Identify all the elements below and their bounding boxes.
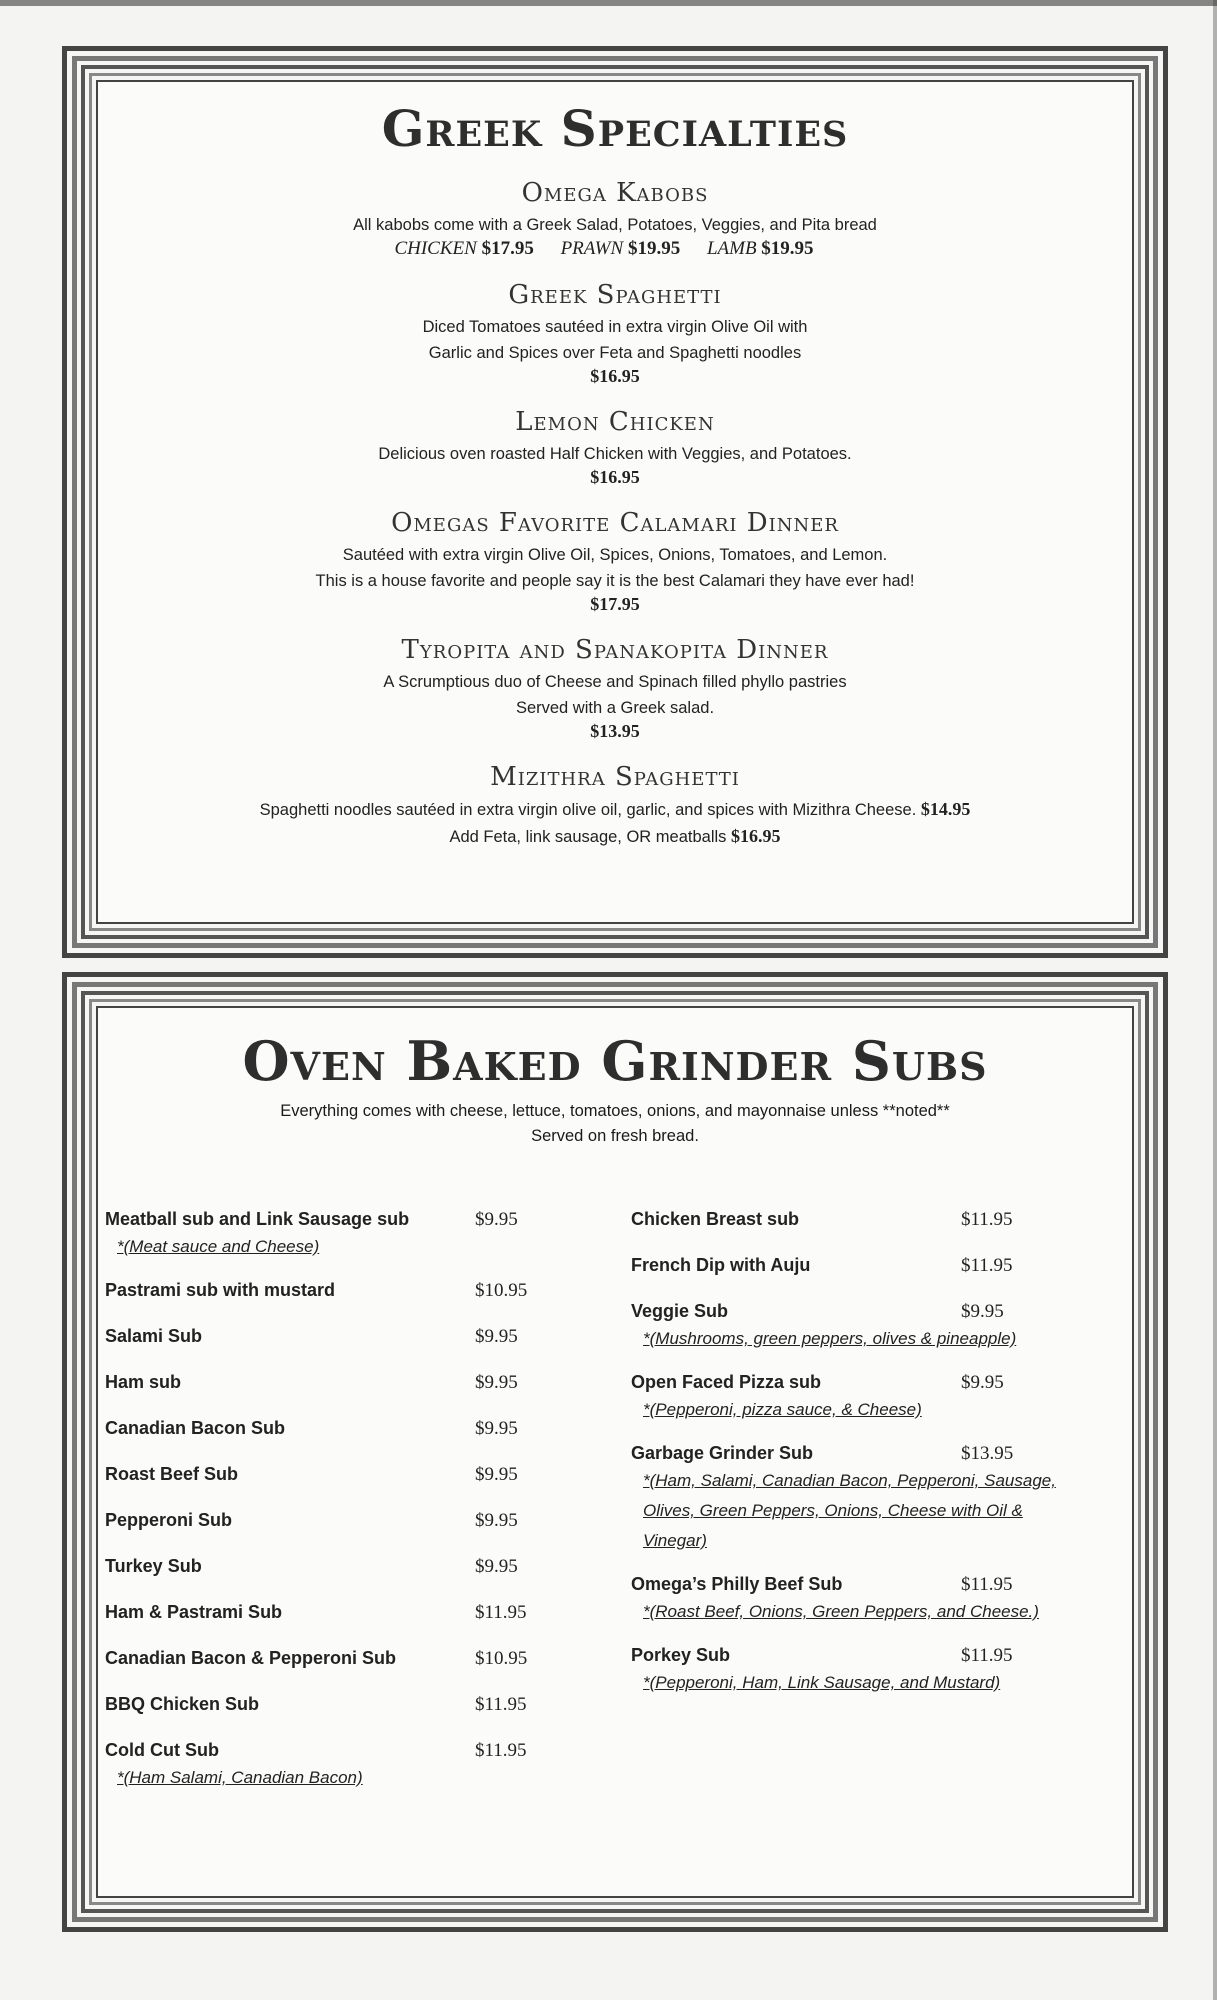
sub-price: $11.95: [961, 1574, 1013, 1595]
sub-price: $10.95: [475, 1280, 528, 1301]
sub-note: *(Mushrooms, green peppers, olives & pineapple): [643, 1329, 1017, 1348]
menu-item-greek-spaghetti: [99, 280, 1131, 387]
menu-item-lemon-chicken: [99, 407, 1131, 488]
subs-left-column: [105, 1209, 585, 1811]
dish-name: Omega Kabobs: [521, 178, 709, 208]
list-item: [631, 1255, 1121, 1301]
option-price: $17.95: [481, 238, 534, 259]
sub-name: Ham & Pastrami Sub: [105, 1602, 283, 1622]
sub-name: Garbage Grinder Sub: [631, 1443, 814, 1463]
dish-description: This is a house favorite and people say it is the best Calamari they have ever had!: [315, 572, 915, 590]
sub-price: $11.95: [961, 1209, 1013, 1230]
sub-name: Pepperoni Sub: [105, 1510, 233, 1530]
list-item: [105, 1418, 585, 1464]
sub-name: Porkey Sub: [631, 1645, 731, 1665]
list-item: [631, 1443, 1121, 1556]
dish-price: $13.95: [590, 721, 640, 741]
grinder-subs-title: Oven Baked Grinder Subs: [242, 1029, 988, 1093]
sub-name: BBQ Chicken Sub: [105, 1694, 260, 1714]
sub-note: *(Pepperoni, Ham, Link Sausage, and Mustard): [643, 1673, 1001, 1692]
sub-name: Veggie Sub: [631, 1301, 729, 1321]
greek-specialties-panel: [62, 46, 1168, 958]
sub-name: Canadian Bacon Sub: [105, 1418, 286, 1438]
option-price: $19.95: [761, 238, 814, 259]
menu-item-calamari-dinner: [99, 508, 1131, 615]
option-label: LAMB: [706, 238, 757, 259]
list-item: [105, 1556, 585, 1602]
menu-item-tyropita-spanakopita: [99, 635, 1131, 742]
sub-note: *(Ham, Salami, Canadian Bacon, Pepperoni, Sausage, Olives, Green Peppers, Onions, Cheese with Oil & Vinegar): [643, 1471, 1056, 1550]
sub-name: Roast Beef Sub: [105, 1464, 239, 1484]
list-item: [105, 1464, 585, 1510]
sub-name: Turkey Sub: [105, 1556, 202, 1576]
dish-addon-line: [99, 823, 1131, 850]
sub-name: Pastrami sub with mustard: [105, 1280, 336, 1300]
list-item: [631, 1372, 1121, 1425]
subs-intro-line: Served on fresh bread.: [531, 1127, 699, 1145]
subs-intro-line: Everything comes with cheese, lettuce, tomatoes, onions, and mayonnaise unless **noted**: [280, 1102, 950, 1120]
dish-description: Diced Tomatoes sautéed in extra virgin Olive Oil with: [422, 318, 808, 336]
list-item: [105, 1648, 585, 1694]
list-item: [105, 1602, 585, 1648]
sub-price: $9.95: [475, 1556, 518, 1577]
sub-note: *(Roast Beef, Onions, Green Peppers, and Cheese.): [643, 1602, 1039, 1621]
kabob-price-options: [99, 238, 1131, 260]
menu-item-omega-kabobs: [99, 178, 1131, 260]
dish-addon-price: $16.95: [731, 826, 781, 846]
sub-price: $11.95: [961, 1255, 1013, 1276]
dish-description: Sautéed with extra virgin Olive Oil, Spices, Onions, Tomatoes, and Lemon.: [342, 546, 888, 564]
dish-name: Mizithra Spaghetti: [490, 762, 740, 792]
sub-price: $9.95: [475, 1209, 518, 1230]
sub-note: *(Ham Salami, Canadian Bacon): [117, 1768, 363, 1787]
sub-price: $10.95: [475, 1648, 528, 1669]
list-item: [631, 1574, 1121, 1627]
sub-price: $9.95: [961, 1301, 1004, 1322]
option-label: PRAWN: [560, 238, 624, 259]
sub-name: Salami Sub: [105, 1326, 203, 1346]
list-item: [105, 1209, 585, 1262]
sub-name: Open Faced Pizza sub: [631, 1372, 822, 1392]
sub-price: $11.95: [475, 1694, 527, 1715]
sub-name: Cold Cut Sub: [105, 1740, 219, 1760]
dish-name: Lemon Chicken: [515, 407, 715, 437]
dish-description: A Scrumptious duo of Cheese and Spinach filled phyllo pastries: [383, 673, 847, 691]
page-edge-shadow-right: [1213, 0, 1217, 2000]
grinder-subs-panel: [62, 972, 1168, 1932]
list-item: [631, 1645, 1121, 1698]
dish-addon: Add Feta, link sausage, OR meatballs: [449, 828, 727, 846]
sub-name: Omega’s Philly Beef Sub: [631, 1574, 843, 1594]
list-item: [105, 1510, 585, 1556]
dish-name: Greek Spaghetti: [508, 280, 722, 310]
sub-price: $11.95: [475, 1602, 527, 1623]
dish-name: Tyropita and Spanakopita Dinner: [401, 635, 829, 665]
list-item: [105, 1280, 585, 1326]
dish-name: Omegas Favorite Calamari Dinner: [391, 508, 839, 538]
dish-description: Spaghetti noodles sautéed in extra virgin olive oil, garlic, and spices with Mizithra Cheese.: [259, 801, 917, 819]
list-item: [105, 1326, 585, 1372]
sub-name: Meatball sub and Link Sausage sub: [105, 1209, 410, 1229]
sub-note: *(Meat sauce and Cheese): [117, 1237, 320, 1256]
dish-description: Delicious oven roasted Half Chicken with Veggies, and Potatoes.: [378, 445, 852, 463]
list-item: [631, 1209, 1121, 1255]
menu-item-mizithra-spaghetti: [99, 762, 1131, 850]
sub-price: $9.95: [475, 1326, 518, 1347]
option-label: CHICKEN: [394, 238, 477, 259]
sub-price: $11.95: [475, 1740, 527, 1761]
dish-price: $16.95: [590, 366, 640, 386]
sub-price: $11.95: [961, 1645, 1013, 1666]
list-item: [105, 1740, 585, 1793]
dish-description: Garlic and Spices over Feta and Spaghetti noodles: [428, 344, 802, 362]
sub-price: $13.95: [961, 1443, 1014, 1464]
dish-description: Served with a Greek salad.: [515, 699, 715, 717]
sub-price: $9.95: [961, 1372, 1004, 1393]
dish-price: $16.95: [590, 467, 640, 487]
sub-name: French Dip with Auju: [631, 1255, 811, 1275]
list-item: [105, 1694, 585, 1740]
sub-price: $9.95: [475, 1372, 518, 1393]
sub-price: $9.95: [475, 1510, 518, 1531]
page-edge-shadow: [0, 0, 1217, 6]
subs-intro: [99, 1099, 1131, 1149]
dish-description: All kabobs come with a Greek Salad, Potatoes, Veggies, and Pita bread: [353, 216, 877, 234]
dish-price: $14.95: [920, 799, 971, 819]
dish-price: $17.95: [590, 594, 640, 614]
list-item: [105, 1372, 585, 1418]
subs-right-column: [631, 1209, 1121, 1716]
list-item: [631, 1301, 1121, 1354]
sub-price: $9.95: [475, 1464, 518, 1485]
sub-name: Ham sub: [105, 1372, 182, 1392]
sub-name: Chicken Breast sub: [631, 1209, 800, 1229]
greek-specialties-title: Greek Specialties: [381, 99, 849, 158]
option-price: $19.95: [627, 238, 681, 259]
sub-price: $9.95: [475, 1418, 518, 1439]
dish-description-line: [99, 796, 1131, 823]
sub-name: Canadian Bacon & Pepperoni Sub: [105, 1648, 397, 1668]
sub-note: *(Pepperoni, pizza sauce, & Cheese): [643, 1400, 922, 1419]
